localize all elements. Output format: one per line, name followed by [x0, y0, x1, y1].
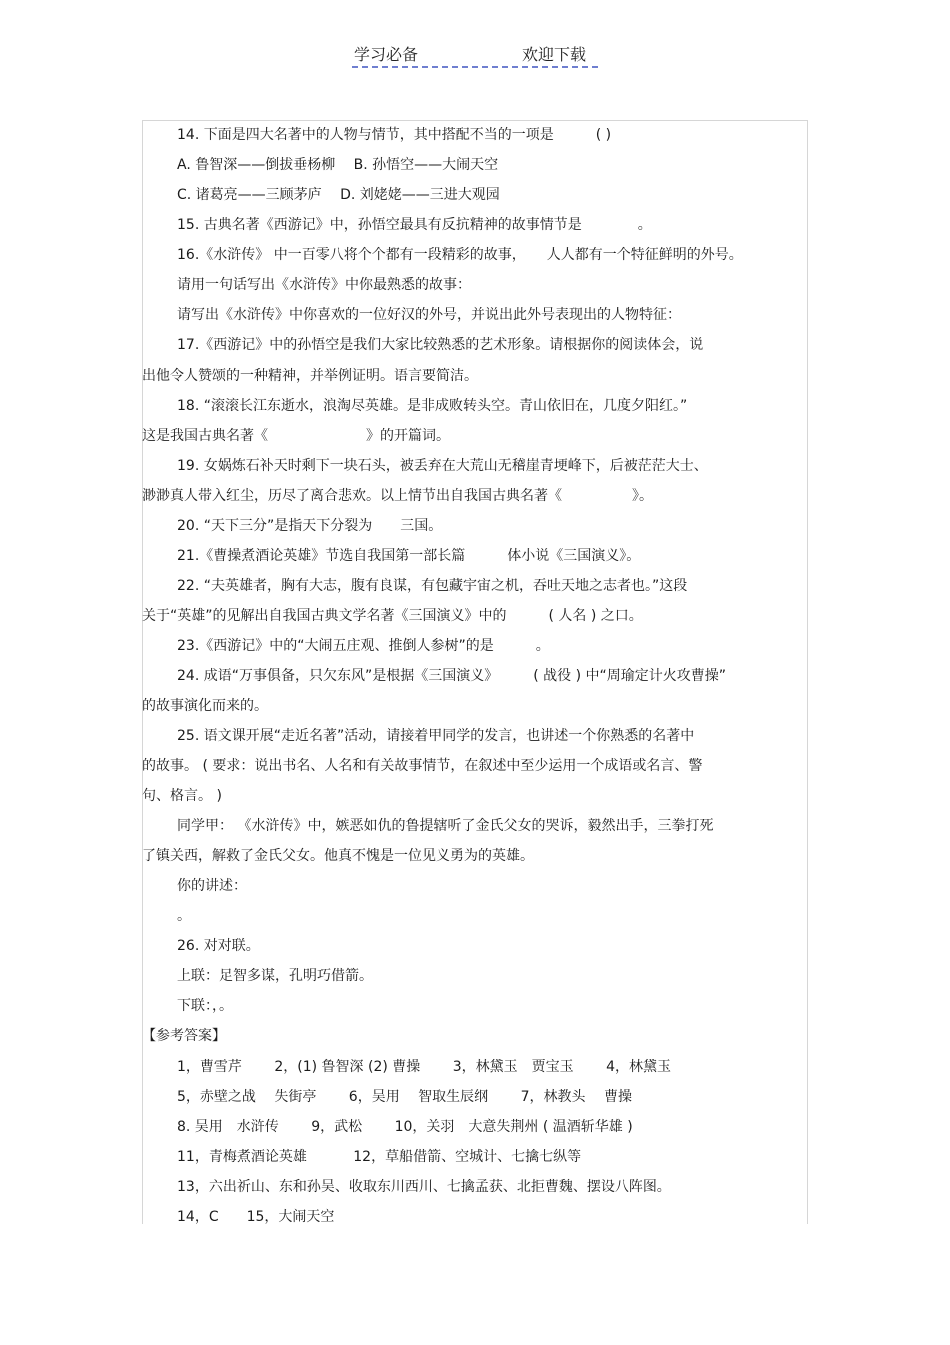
narration-blank: 。	[177, 908, 191, 924]
question-26: 26. 对对联。	[177, 938, 260, 954]
question-19-cont: 渺渺真人带入红尘，历尽了离合悲欢。以上情节出自我国古典名著《 》。	[142, 488, 653, 504]
question-23: 23.《西游记》中的“大闹五庄观、推倒人参树”的是 。	[177, 638, 550, 654]
student-a-statement: 同学甲： 《水浒传》中，嫉恶如仇的鲁提辖听了金氏父女的哭诉，毅然出手，三拳打死	[177, 818, 714, 834]
question-25: 25. 语文课开展“走近名著”活动，请接着甲同学的发言，也讲述一个你熟悉的名著中	[177, 728, 695, 744]
question-16-part-1: 请用一句话写出《水浒传》中你最熟悉的故事：	[177, 277, 471, 293]
your-narration-label: 你的讲述：	[177, 878, 247, 894]
question-20: 20. “天下三分”是指天下分裂为 三国。	[177, 518, 443, 534]
question-18-cont: 这是我国古典名著《 》的开篇词。	[142, 428, 450, 444]
question-22: 22. “夫英雄者，胸有大志，腹有良谋，有包藏宇宙之机，吞吐天地之志者也。”这段	[177, 578, 688, 594]
question-14: 14. 下面是四大名著中的人物与情节，其中搭配不当的一项是 ( )	[177, 127, 612, 143]
question-25-cont-2: 句、格言。 )	[142, 788, 222, 804]
answers-14-15: 14，C 15，大闹天空	[177, 1209, 335, 1225]
answer-13: 13，六出祈山、东和孙吴、收取东川西川、七擒孟获、北拒曹魏、摆设八阵图。	[177, 1179, 671, 1195]
question-21: 21.《曹操煮酒论英雄》节选自我国第一部长篇 体小说《三国演义》。	[177, 548, 641, 564]
question-16: 16.《水浒传》 中一百零八将个个都有一段精彩的故事， 人人都有一个特征鲜明的外号。	[177, 247, 743, 263]
couplet-lower: 下联：，。	[177, 998, 233, 1014]
answers-5-7: 5，赤壁之战 失街亭 6，吴用 智取生辰纲 7，林教头 曹操	[177, 1089, 632, 1105]
student-a-statement-cont: 了镇关西，解救了金氏父女。他真不愧是一位见义勇为的英雄。	[142, 848, 534, 864]
question-24-cont: 的故事演化而来的。	[142, 698, 268, 714]
question-22-cont: 关于“英雄”的见解出自我国古典文学名著《三国演义》中的 ( 人名 ) 之口。	[142, 608, 643, 624]
answers-1-4: 1，曹雪芹 2，(1) 鲁智深 (2) 曹操 3，林黛玉 贾宝玉 4，林黛玉	[177, 1059, 671, 1075]
answer-key-heading: 【参考答案】	[142, 1028, 226, 1044]
answers-8-10: 8. 吴用 水浒传 9，武松 10，关羽 大意失荆州 ( 温酒斩华雄 )	[177, 1119, 633, 1135]
question-14-options-cd: C. 诸葛亮——三顾茅庐 D. 刘姥姥——三进大观园	[177, 187, 500, 203]
question-17: 17.《西游记》中的孙悟空是我们大家比较熟悉的艺术形象。请根据你的阅读体会，说	[177, 337, 704, 353]
question-24: 24. 成语“万事俱备，只欠东风”是根据《三国演义》 ( 战役 ) 中“周瑜定计火攻曹操”	[177, 668, 726, 684]
page-header	[352, 40, 598, 68]
question-19: 19. 女娲炼石补天时剩下一块石头，被丢弃在大荒山无稽崖青埂峰下，后被茫茫大士、	[177, 458, 708, 474]
answers-11-12: 11，青梅煮酒论英雄 12，草船借箭、空城计、七擒七纵等	[177, 1149, 582, 1165]
question-25-cont-1: 的故事。 ( 要求：说出书名、人名和有关故事情节，在叙述中至少运用一个成语或名言、警	[142, 758, 703, 774]
couplet-upper: 上联：足智多谋，孔明巧借箭。	[177, 968, 373, 984]
header-right-text: 欢迎下载	[522, 45, 587, 64]
header-left-text: 学习必备	[354, 45, 419, 64]
question-14-options-ab: A. 鲁智深——倒拔垂杨柳 B. 孙悟空——大闹天空	[177, 157, 499, 173]
question-15: 15. 古典名著《西游记》中，孙悟空最具有反抗精神的故事情节是 。	[177, 217, 652, 233]
question-16-part-2: 请写出《水浒传》中你喜欢的一位好汉的外号，并说出此外号表现出的人物特征：	[177, 307, 681, 323]
question-17-cont: 出他令人赞颂的一种精神，并举例证明。语言要简洁。	[142, 368, 478, 384]
question-18: 18. “滚滚长江东逝水，浪淘尽英雄。是非成败转头空。青山依旧在，几度夕阳红。”	[177, 398, 688, 414]
